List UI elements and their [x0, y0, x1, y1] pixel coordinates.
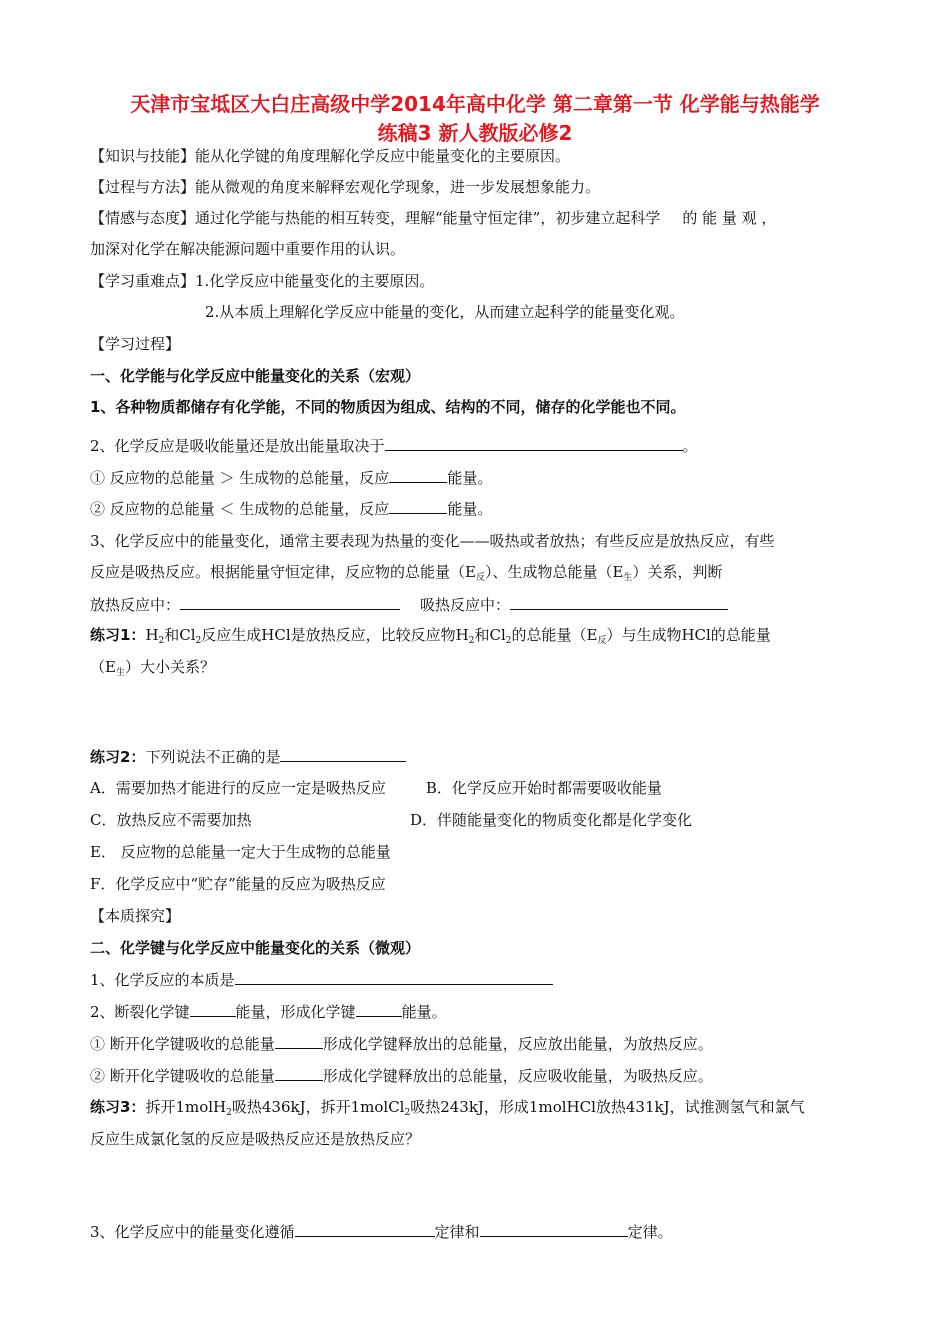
point3-text-a: 反应是吸热反应。根据能量守恒定律，反应物的总能量（E [90, 563, 476, 581]
option-c: C．放热反应不需要加热 [90, 811, 252, 829]
ex1-sub-cl2-b: 2 [505, 636, 512, 646]
section-1-point-1: 1、各种物质都储存有化学能，不同的物质因为组成、结构的不同，储存的化学能也不同。 [90, 398, 686, 416]
key-points [90, 270, 880, 292]
emotion-label: 【情感与态度】 [90, 209, 196, 227]
essence-item1-a: ① 断开化学键吸收的总能量 [90, 1035, 275, 1053]
ex1-sub-h2-b: 2 [468, 636, 475, 646]
objective-emotion-cont: 加深对化学在解决能源问题中重要作用的认识。 [90, 240, 406, 258]
ex3-text-c: 吸热243kJ，形成1molHCl放热431kJ，试推测氢气和氯气 [410, 1098, 805, 1116]
key-point-2: 2.从本质上理解化学反应中能量的变化，从而建立起科学的能量变化观。 [205, 303, 685, 321]
item2-prefix: ② 反应物的总能量 ＜ 生成物的总能量，反应 [90, 500, 390, 518]
exercise-2 [90, 745, 880, 768]
answer-blank-compare-1[interactable] [275, 1032, 323, 1049]
emotion-text-tail: 的 能 量 观 ， [682, 209, 777, 227]
essence-label: 【本质探究】 [90, 907, 181, 925]
ex1-sub-cl2: 2 [195, 636, 202, 646]
section-2-point-1 [90, 968, 880, 991]
emotion-text: 通过化学能与热能的相互转变，理解“能量守恒定律”，初步建立起科学 [195, 209, 661, 227]
answer-blank-reaction-essence[interactable] [235, 968, 553, 985]
ex1-sub-prod: 生 [115, 668, 125, 678]
answer-blank-bond-breaking[interactable] [190, 1000, 236, 1017]
exo-label: 放热反应中： [90, 596, 181, 614]
key-point-1: 1.化学反应中能量变化的主要原因。 [195, 272, 435, 290]
item-endothermic [90, 497, 880, 520]
ex1-text-e: 的总能量（E [511, 626, 598, 644]
ex3-text-b: 吸热436kJ，拆开1molCl [231, 1098, 405, 1116]
item-exothermic [90, 466, 880, 489]
exercise-3-cont: 反应生成氯化氢的反应是吸热反应还是放热反应？ [90, 1130, 421, 1148]
essence-item-1 [90, 1032, 880, 1055]
essence-point2-c: 能量。 [401, 1003, 447, 1021]
process-label: 【过程与方法】 [90, 178, 196, 196]
answer-blank-exothermic[interactable] [180, 593, 400, 610]
key-label: 【学习重难点】 [90, 272, 196, 290]
title-line-2: 练稿3 新人教版必修2 [377, 121, 573, 145]
ex1-line2-b: ）大小关系？ [124, 658, 215, 676]
document-title [60, 90, 890, 148]
final-suffix: 定律。 [627, 1223, 673, 1241]
answer-blank-endothermic[interactable] [510, 593, 728, 610]
subscript-reactant: 反 [475, 573, 485, 583]
objective-process [90, 176, 880, 198]
title-line-1: 天津市宝坻区大白庄高级中学2014年高中化学 第二章第一节 化学能与热能学 [130, 92, 820, 116]
section-2-heading: 二、化学键与化学反应中能量变化的关系（微观） [90, 939, 421, 957]
essence-item-2 [90, 1064, 880, 1087]
point2-prefix: 2、化学反应是吸收能量还是放出能量取决于 [90, 437, 385, 455]
exercise-1 [90, 624, 880, 652]
answer-blank-item-2[interactable] [389, 497, 447, 514]
final-prefix: 3、化学反应中的能量变化遵循 [90, 1223, 295, 1241]
process-text: 能从微观的角度来解释宏观化学现象，进一步发展想象能力。 [195, 178, 601, 196]
exercise-3-label: 练习3： [90, 1098, 146, 1116]
subscript-product: 生 [623, 573, 633, 583]
exercise-2-label: 练习2： [90, 748, 146, 766]
ex1-text-c: 反应生成HCl是放热反应，比较反应物H [201, 626, 469, 644]
option-e: E． 反应物的总能量一定大于生成物的总能量 [90, 843, 391, 861]
ex1-text-a: H [145, 626, 159, 644]
essence-item2-a: ② 断开化学键吸收的总能量 [90, 1067, 275, 1085]
exo-endo-comparison [90, 593, 880, 616]
exercise-2-options-ab [90, 777, 880, 799]
process-label: 【学习过程】 [90, 335, 181, 353]
essence-item1-b: 形成化学键释放出的总能量，反应放出能量，为放热反应。 [322, 1035, 713, 1053]
ex1-text-f: ）与生成物HCl的总能量 [606, 626, 771, 644]
option-a: A．需要加热才能进行的反应一定是吸热反应 [90, 779, 386, 797]
exercise-2-options-cd [90, 809, 880, 831]
answer-blank-law-1[interactable] [295, 1220, 435, 1237]
option-d: D．伴随能量变化的物质变化都是化学变化 [410, 811, 693, 829]
answer-blank-exercise-2[interactable] [280, 745, 406, 762]
knowledge-text: 能从化学键的角度理解化学反应中能量变化的主要原因。 [195, 147, 571, 165]
ex3-sub-cl2: 2 [404, 1108, 411, 1118]
ex1-sub-h2: 2 [158, 636, 165, 646]
exercise-2-question: 下列说法不正确的是 [145, 748, 281, 766]
objective-knowledge [90, 145, 880, 167]
exercise-1-cont [90, 656, 880, 684]
section-1-heading: 一、化学能与化学反应中能量变化的关系（宏观） [90, 367, 421, 385]
section-1-point-3: 3、化学反应中的能量变化，通常主要表现为热量的变化——吸热或者放热；有些反应是放热反应，有些 [90, 532, 775, 550]
item2-suffix: 能量。 [447, 500, 493, 518]
section-2-point-3 [90, 1220, 880, 1243]
section-1-point-3-cont [90, 561, 880, 589]
section-2-point-2 [90, 1000, 880, 1023]
section-1-point-2 [90, 434, 880, 457]
answer-blank-item-1[interactable] [389, 466, 447, 483]
objective-emotion [90, 207, 880, 229]
item1-suffix: 能量。 [447, 469, 493, 487]
final-middle: 定律和 [434, 1223, 480, 1241]
ex1-text-b: 和Cl [164, 626, 196, 644]
essence-point1-prefix: 1、化学反应的本质是 [90, 971, 235, 989]
ex1-text-d: 和Cl [474, 626, 506, 644]
knowledge-label: 【知识与技能】 [90, 147, 196, 165]
ex1-sub-react: 反 [597, 636, 607, 646]
essence-point2-b: 能量，形成化学键 [235, 1003, 356, 1021]
ex3-text-a: 拆开1molH [145, 1098, 227, 1116]
answer-blank-law-2[interactable] [480, 1220, 628, 1237]
answer-blank-bond-forming[interactable] [356, 1000, 402, 1017]
answer-blank-compare-2[interactable] [275, 1064, 323, 1081]
endo-label: 吸热反应中： [420, 596, 511, 614]
ex3-sub-h2: 2 [226, 1108, 232, 1118]
option-b: B．化学反应开始时都需要吸收能量 [425, 779, 662, 797]
point3-text-b: ）、生成物总能量（E [484, 563, 624, 581]
essence-item2-b: 形成化学键释放出的总能量，反应吸收能量，为吸热反应。 [322, 1067, 713, 1085]
item1-prefix: ① 反应物的总能量 ＞ 生成物的总能量，反应 [90, 469, 390, 487]
essence-point2-a: 2、断裂化学键 [90, 1003, 190, 1021]
point3-text-c: ）关系，判断 [632, 563, 723, 581]
exercise-3 [90, 1096, 880, 1124]
answer-blank-energy-determinant[interactable] [385, 434, 683, 451]
option-f: F．化学反应中“贮存”能量的反应为吸热反应 [90, 875, 386, 893]
ex1-line2-a: （E [90, 658, 116, 676]
exercise-1-label: 练习1： [90, 626, 146, 644]
point2-suffix: 。 [682, 437, 698, 455]
